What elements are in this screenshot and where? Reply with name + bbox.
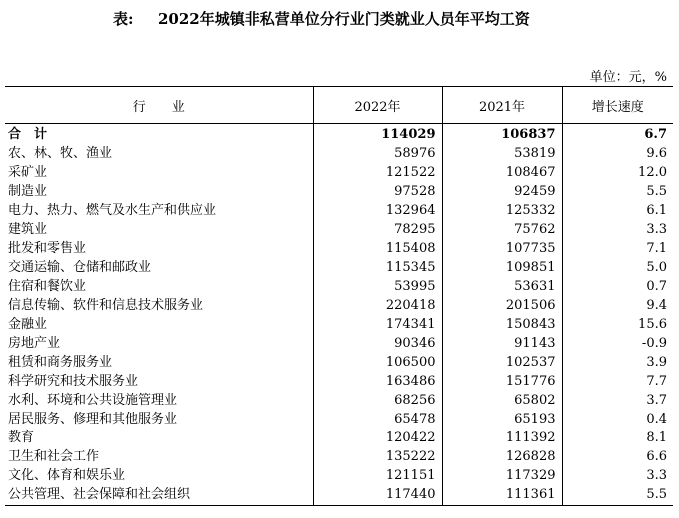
- cell-2021: 111392: [442, 429, 562, 448]
- cell-industry: 农、林、牧、渔业: [8, 146, 113, 162]
- unit-note: 单位：元，%: [589, 70, 667, 85]
- cell-industry: 教育: [8, 430, 35, 446]
- wage-table: [5, 86, 673, 506]
- cell-2021: 92459: [442, 183, 562, 202]
- cell-industry: 卫生和社会工作: [8, 449, 100, 465]
- cell-2021: 201506: [442, 296, 562, 315]
- cell-growth: 3.7: [562, 391, 673, 410]
- cell-2021: 75762: [442, 221, 562, 240]
- cell-growth: -0.9: [562, 334, 673, 353]
- cell-industry: 房地产业: [8, 335, 61, 351]
- table-row: [5, 278, 673, 297]
- table-row: [5, 296, 673, 315]
- cell-2022: 220418: [313, 296, 442, 315]
- table-row: [5, 240, 673, 259]
- cell-2021: 117329: [442, 467, 562, 486]
- cell-industry: 租赁和商务服务业: [8, 354, 113, 370]
- cell-industry: 建筑业: [8, 222, 48, 238]
- cell-2022: 114029: [313, 124, 442, 145]
- cell-industry: 采矿业: [8, 165, 48, 181]
- table-row: [5, 202, 673, 221]
- header-2021: 2021年: [442, 87, 562, 124]
- cell-2021: 108467: [442, 164, 562, 183]
- table-row: [5, 221, 673, 240]
- table-row: [5, 315, 673, 334]
- cell-industry: 合 计: [8, 127, 48, 143]
- cell-2022: 58976: [313, 145, 442, 164]
- cell-industry: 信息传输、软件和信息技术服务业: [8, 297, 204, 313]
- cell-growth: 15.6: [562, 315, 673, 334]
- cell-2022: 53995: [313, 278, 442, 297]
- cell-growth: 0.7: [562, 278, 673, 297]
- table-row: [5, 391, 673, 410]
- cell-2021: 150843: [442, 315, 562, 334]
- cell-growth: 9.4: [562, 296, 673, 315]
- cell-2021: 106837: [442, 124, 562, 145]
- cell-2022: 115408: [313, 240, 442, 259]
- table-row: [5, 372, 673, 391]
- cell-industry: 电力、热力、燃气及水生产和供应业: [8, 203, 217, 219]
- title-main: 2022年城镇非私营单位分行业门类就业人员年平均工资: [158, 10, 530, 28]
- cell-2022: 106500: [313, 353, 442, 372]
- cell-2021: 111361: [442, 486, 562, 505]
- title-prefix: 表:: [113, 10, 134, 28]
- cell-industry: 居民服务、修理和其他服务业: [8, 411, 178, 427]
- cell-2021: 109851: [442, 259, 562, 278]
- cell-2022: 65478: [313, 410, 442, 429]
- page-title: [0, 6, 679, 30]
- cell-2022: 135222: [313, 448, 442, 467]
- cell-2022: 120422: [313, 429, 442, 448]
- cell-2021: 126828: [442, 448, 562, 467]
- cell-growth: 3.9: [562, 353, 673, 372]
- cell-growth: 8.1: [562, 429, 673, 448]
- table-row: [5, 259, 673, 278]
- header-industry: 行 业: [5, 87, 313, 124]
- cell-2021: 53819: [442, 145, 562, 164]
- table-row: [5, 353, 673, 372]
- table-body: [5, 124, 673, 506]
- cell-2022: 117440: [313, 486, 442, 505]
- cell-2022: 121522: [313, 164, 442, 183]
- table-row: [5, 429, 673, 448]
- cell-2022: 132964: [313, 202, 442, 221]
- cell-2021: 65193: [442, 410, 562, 429]
- table-header-row: [5, 87, 673, 124]
- header-2022: 2022年: [313, 87, 442, 124]
- table-row: [5, 145, 673, 164]
- cell-industry: 文化、体育和娱乐业: [8, 468, 126, 484]
- cell-growth: 9.6: [562, 145, 673, 164]
- table-row: [5, 334, 673, 353]
- table-row-total: [5, 124, 673, 145]
- cell-2021: 91143: [442, 334, 562, 353]
- cell-growth: 5.0: [562, 259, 673, 278]
- cell-growth: 0.4: [562, 410, 673, 429]
- cell-2022: 115345: [313, 259, 442, 278]
- cell-growth: 6.6: [562, 448, 673, 467]
- cell-2021: 65802: [442, 391, 562, 410]
- cell-growth: 6.7: [562, 124, 673, 145]
- cell-2022: 78295: [313, 221, 442, 240]
- cell-industry: 住宿和餐饮业: [8, 278, 87, 294]
- cell-growth: 5.5: [562, 486, 673, 505]
- table-row: [5, 164, 673, 183]
- cell-industry: 水利、环境和公共设施管理业: [8, 392, 178, 408]
- cell-growth: 5.5: [562, 183, 673, 202]
- cell-2021: 125332: [442, 202, 562, 221]
- cell-industry: 制造业: [8, 184, 48, 200]
- cell-industry: 公共管理、社会保障和社会组织: [5, 486, 313, 505]
- cell-2021: 53631: [442, 278, 562, 297]
- table-row: [5, 448, 673, 467]
- header-growth: 增长速度: [562, 87, 673, 124]
- cell-2022: 68256: [313, 391, 442, 410]
- table-row: [5, 410, 673, 429]
- cell-industry: 科学研究和技术服务业: [8, 373, 139, 389]
- cell-2022: 90346: [313, 334, 442, 353]
- cell-industry: 批发和零售业: [8, 241, 87, 257]
- cell-2022: 97528: [313, 183, 442, 202]
- cell-growth: 3.3: [562, 467, 673, 486]
- cell-growth: 7.7: [562, 372, 673, 391]
- cell-2021: 151776: [442, 372, 562, 391]
- cell-2022: 121151: [313, 467, 442, 486]
- cell-2022: 163486: [313, 372, 442, 391]
- cell-growth: 12.0: [562, 164, 673, 183]
- cell-2022: 174341: [313, 315, 442, 334]
- cell-2021: 107735: [442, 240, 562, 259]
- cell-industry: 交通运输、仓储和邮政业: [8, 260, 152, 276]
- cell-2021: 102537: [442, 353, 562, 372]
- table-row: [5, 486, 673, 505]
- cell-growth: 7.1: [562, 240, 673, 259]
- cell-growth: 6.1: [562, 202, 673, 221]
- table-row: [5, 183, 673, 202]
- cell-industry: 金融业: [8, 316, 48, 332]
- table-row: [5, 467, 673, 486]
- cell-growth: 3.3: [562, 221, 673, 240]
